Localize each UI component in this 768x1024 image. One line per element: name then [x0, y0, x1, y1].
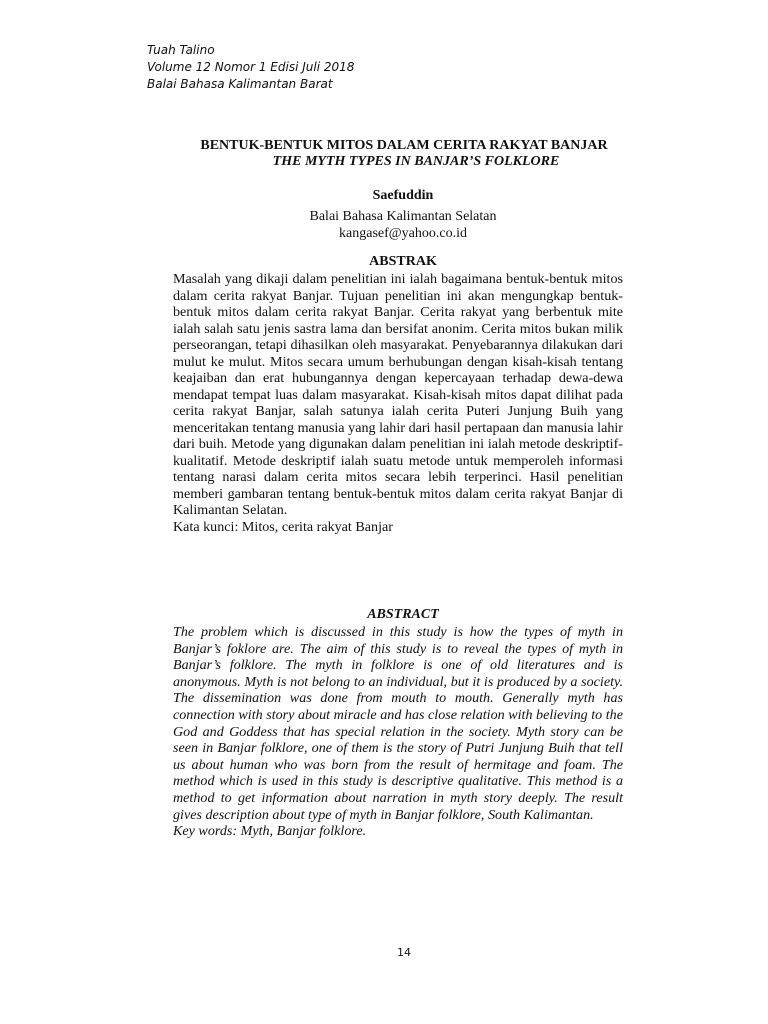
abstract-body: The problem which is discussed in this study is how the types of myth in Banjar’s foklore are. The aim of this study is to reveal the types of myth in Banjar’s folklore. The myth in folklore is one of old literatures and is anonymous. Myth is not belong to an individual, but it is produced by a society. The dissemination was done from mouth to mouth. Generally myth has connection with story about miracle and has close relation with believing to the God and Goddess that has special relation in the society. Myth story can be seen in Banjar folklore, one of them is the story of Putri Junjung Buih that tell us about human who was born from the result of hermitage and foam. The method which is used in this study is descriptive qualitative. This method is a method to get information about narration in myth story deeply. The result gives description about type of myth in Banjar folklore, South Kalimantan. — [173, 624, 623, 823]
author-block — [172, 186, 634, 242]
journal-volume-issue: Volume 12 Nomor 1 Edisi Juli 2018 — [147, 60, 355, 74]
article-title-block — [0, 138, 768, 170]
abstrak-body: Masalah yang dikaji dalam penelitian ini ialah bagaimana bentuk-bentuk mitos dalam cerita rakyat Banjar. Tujuan penelitian ini akan mengungkap bentuk-bentuk mitos dalam cerita rakyat Banjar. Cerita rakyat yang berbentuk mite ialah salah satu jenis sastra lama dan bersifat anonim. Cerita mitos bukan milik perseorangan, tetapi dihasilkan oleh masyarakat. Penyebarannya dilakukan dari mulut ke mulut. Mitos secara umum berhubungan dengan kisah-kisah tentang keajaiban dan erat hubungannya dengan kepercayaan terhadap dewa-dewa mendapat tempat luas dalam masyarakat. Kisah-kisah mitos dapat dilihat pada cerita rakyat Banjar, salah satunya ialah cerita Puteri Junjung Buih yang menceritakan tentang manusia yang lahir dari hasil pertapaan dan manusia lahir dari buih. Metode yang digunakan dalam penelitian ini ialah metode deskriptif-kualitatif. Metode deskriptif ialah suatu metode untuk memperoleh informasi tentang narasi dalam cerita mitos secara lebih terperinci. Hasil penelitian memberi gambaran tentang bentuk-bentuk mitos dalam cerita rakyat Banjar di Kalimantan Selatan. — [173, 271, 623, 518]
author-affiliation: Balai Bahasa Kalimantan Selatan — [309, 209, 497, 224]
abstract-section — [173, 624, 623, 840]
article-title-english: THE MYTH TYPES IN BANJAR’S FOLKLORE — [272, 154, 560, 169]
article-title-indonesian: BENTUK-BENTUK MITOS DALAM CERITA RAKYAT BANJAR — [200, 138, 608, 153]
page-number: 14 — [397, 946, 411, 959]
journal-name: Tuah Talino — [147, 43, 215, 57]
abstrak-section — [173, 271, 623, 535]
journal-header — [147, 42, 354, 93]
abstrak-keywords: Kata kunci: Mitos, cerita rakyat Banjar — [173, 518, 393, 535]
abstract-keywords: Key words: Myth, Banjar folklore. — [173, 823, 367, 840]
author-name: Saefuddin — [372, 188, 434, 203]
abstract-heading: ABSTRACT — [367, 607, 439, 622]
journal-publisher: Balai Bahasa Kalimantan Barat — [147, 77, 333, 91]
abstrak-heading: ABSTRAK — [369, 254, 437, 269]
author-email: kangasef@yahoo.co.id — [339, 226, 467, 241]
